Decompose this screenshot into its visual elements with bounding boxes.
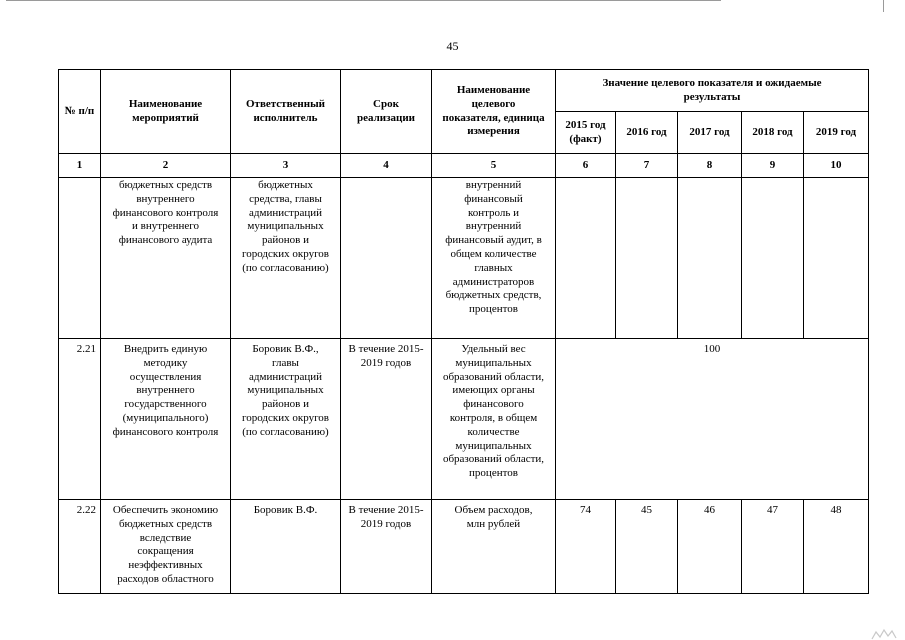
scan-edge-mark bbox=[883, 0, 884, 12]
header-indicator: Наименование целевого показателя, единица измерения bbox=[432, 70, 556, 154]
table-row bbox=[59, 178, 869, 339]
indicator-cell: Объем расходов, млн рублей bbox=[432, 500, 556, 594]
header-year-2015: 2015 год (факт) bbox=[556, 112, 616, 154]
value-cell-2017 bbox=[678, 178, 742, 339]
column-number: 5 bbox=[432, 154, 556, 178]
table-row bbox=[59, 500, 869, 594]
header-responsible: Ответственный исполнитель bbox=[231, 70, 341, 154]
column-number: 1 bbox=[59, 154, 101, 178]
term-cell: В течение 2015- 2019 годов bbox=[341, 500, 432, 594]
table-row bbox=[59, 339, 869, 500]
header-number: № п/п bbox=[59, 70, 101, 154]
column-number: 2 bbox=[101, 154, 231, 178]
column-number: 3 bbox=[231, 154, 341, 178]
value-cell-2019 bbox=[804, 178, 869, 339]
column-number: 7 bbox=[616, 154, 678, 178]
value-cell-2018 bbox=[742, 178, 804, 339]
row-number: 2.21 bbox=[59, 339, 101, 500]
row-number bbox=[59, 178, 101, 339]
header-measures: Наименование мероприятий bbox=[101, 70, 231, 154]
header-year-2017: 2017 год bbox=[678, 112, 742, 154]
header-year-2018: 2018 год bbox=[742, 112, 804, 154]
header-values-group: Значение целевого показателя и ожидаемые результаты bbox=[556, 70, 869, 112]
scan-top-edge-line bbox=[6, 0, 721, 1]
column-number: 6 bbox=[556, 154, 616, 178]
table-header-row bbox=[59, 70, 869, 112]
responsible-cell: Боровик В.Ф., главы администраций муниципальных районов и городских округов (по согласованию) bbox=[231, 339, 341, 500]
value-cell-2018: 47 bbox=[742, 500, 804, 594]
value-cell-2017: 46 bbox=[678, 500, 742, 594]
header-year-2019: 2019 год bbox=[804, 112, 869, 154]
measures-table bbox=[58, 69, 869, 594]
header-term: Срок реализации bbox=[341, 70, 432, 154]
responsible-cell: бюджетных средства, главы администраций муниципальных районов и городских округов (по согласованию) bbox=[231, 178, 341, 339]
column-number: 9 bbox=[742, 154, 804, 178]
measure-cell: бюджетных средств внутреннего финансового контроля и внутреннего финансового аудита bbox=[101, 178, 231, 339]
measure-cell: Внедрить единую методику осуществления внутреннего государственного (муниципального) финансового контроля bbox=[101, 339, 231, 500]
value-cell-2015 bbox=[556, 178, 616, 339]
term-cell: В течение 2015- 2019 годов bbox=[341, 339, 432, 500]
row-number: 2.22 bbox=[59, 500, 101, 594]
column-number: 8 bbox=[678, 154, 742, 178]
column-number: 10 bbox=[804, 154, 869, 178]
value-cell-2016: 45 bbox=[616, 500, 678, 594]
page-number: 45 bbox=[446, 39, 459, 53]
value-cell-2019: 48 bbox=[804, 500, 869, 594]
column-number: 4 bbox=[341, 154, 432, 178]
merged-value-cell: 100 bbox=[556, 339, 869, 500]
value-cell-2015: 74 bbox=[556, 500, 616, 594]
indicator-cell: внутренний финансовый контроль и внутренний финансовый аудит, в общем количестве главных администраторов бюджетных средств, процентов bbox=[432, 178, 556, 339]
indicator-cell: Удельный вес муниципальных образований области, имеющих органы финансового контроля, в общем количестве муниципальных образований области, процентов bbox=[432, 339, 556, 500]
page-corner-scan-mark bbox=[870, 622, 900, 640]
column-numbers-row bbox=[59, 154, 869, 178]
value-cell-2016 bbox=[616, 178, 678, 339]
term-cell bbox=[341, 178, 432, 339]
measure-cell: Обеспечить экономию бюджетных средств вследствие сокращения неэффективных расходов областного bbox=[101, 500, 231, 594]
responsible-cell: Боровик В.Ф. bbox=[231, 500, 341, 594]
header-year-2016: 2016 год bbox=[616, 112, 678, 154]
